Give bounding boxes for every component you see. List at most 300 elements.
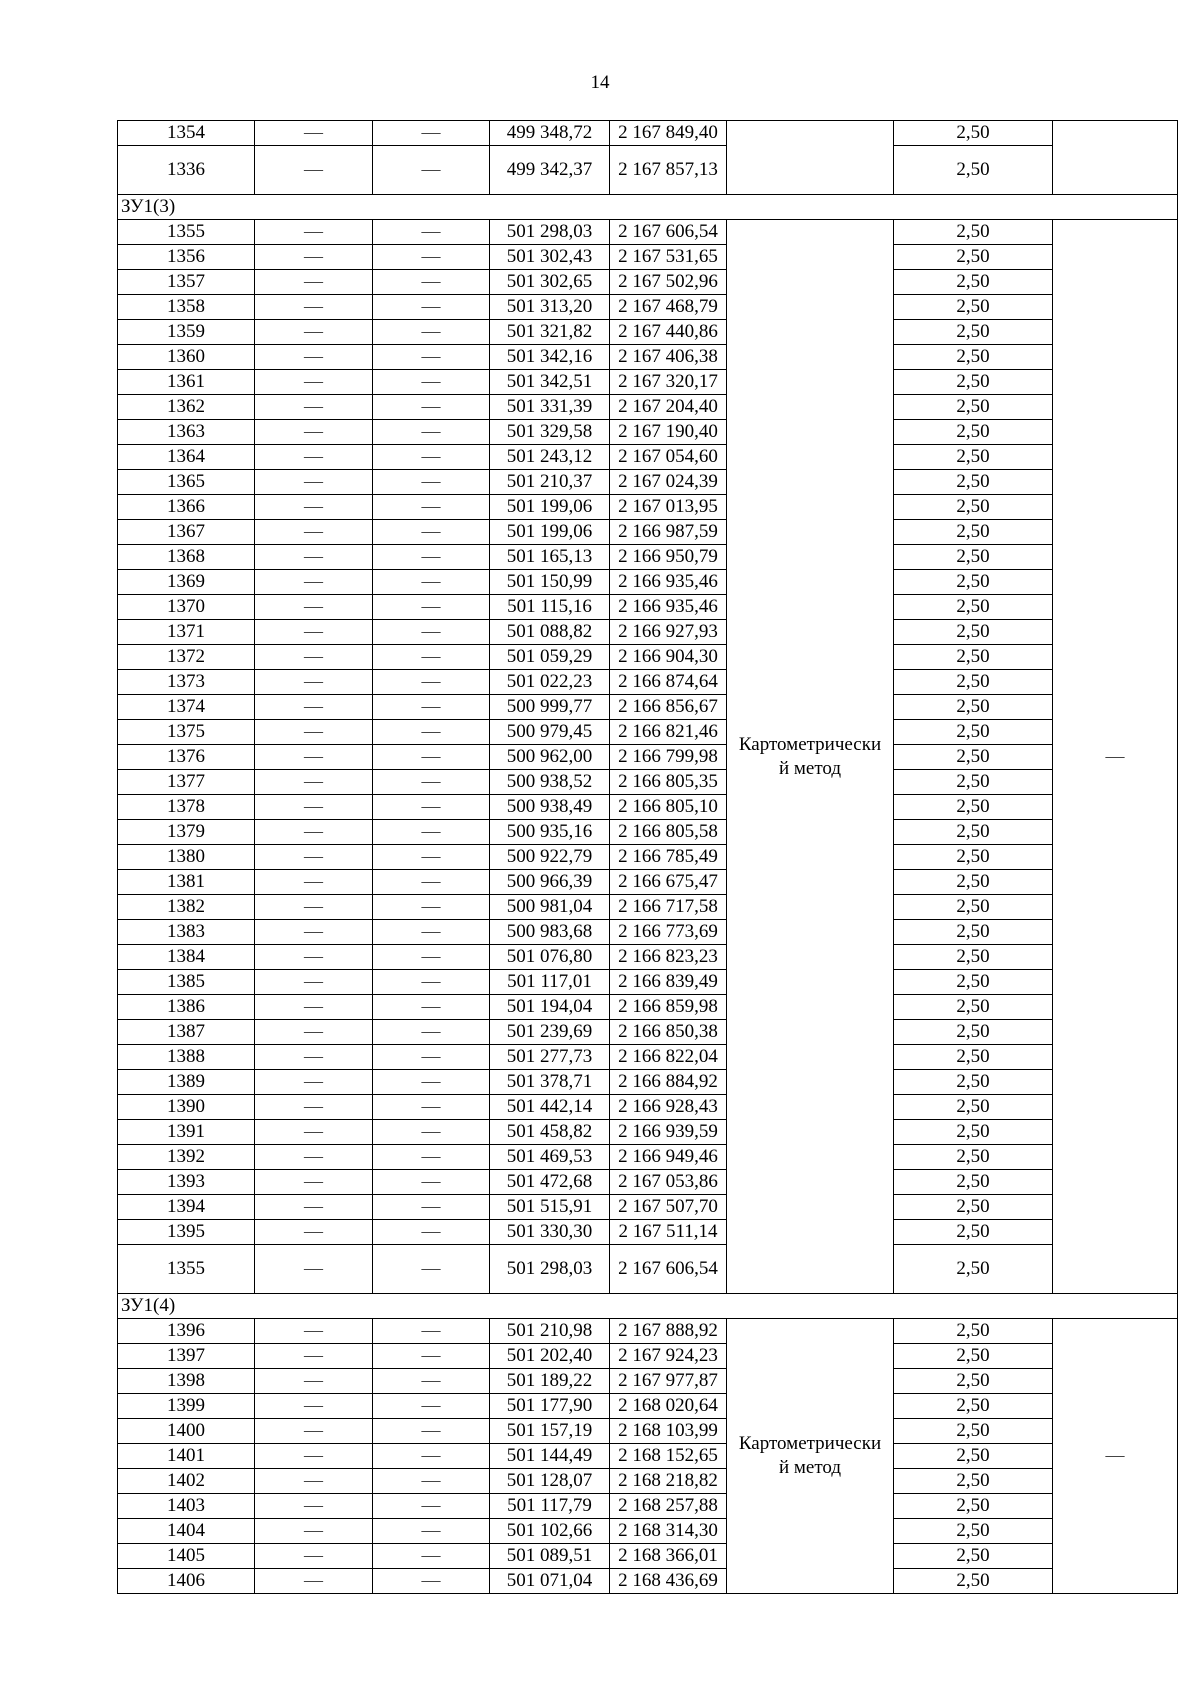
empty-dash-cell: — [373,220,490,245]
empty-dash-cell: — [373,745,490,770]
coordinate-x-cell: 499 342,37 [490,146,610,195]
empty-dash-cell: — [255,395,373,420]
point-number-cell: 1390 [118,1095,255,1120]
table-row [118,420,1178,445]
method-cell [727,1319,894,1594]
empty-dash-cell: — [373,121,490,146]
point-number-cell: 1388 [118,1045,255,1070]
accuracy-cell: 2,50 [894,445,1053,470]
coordinate-x-cell: 501 165,13 [490,545,610,570]
table-row [118,470,1178,495]
point-number-cell: 1400 [118,1419,255,1444]
accuracy-cell: 2,50 [894,795,1053,820]
accuracy-cell: 2,50 [894,1220,1053,1245]
point-number-cell: 1395 [118,1220,255,1245]
empty-dash-cell: — [255,595,373,620]
point-number-cell: 1364 [118,445,255,470]
coordinate-y-cell: 2 166 805,10 [610,795,727,820]
empty-dash-cell: — [255,146,373,195]
coordinate-x-cell: 501 128,07 [490,1469,610,1494]
empty-dash-cell: — [255,320,373,345]
section-header-row [118,195,1178,220]
empty-dash-cell: — [255,1519,373,1544]
empty-dash-cell: — [373,420,490,445]
coordinate-y-cell: 2 166 939,59 [610,1120,727,1145]
empty-dash-cell: — [255,1419,373,1444]
coordinate-x-cell: 501 102,66 [490,1519,610,1544]
empty-dash-cell: — [255,945,373,970]
coordinate-x-cell: 501 157,19 [490,1419,610,1444]
empty-dash-cell: — [255,420,373,445]
coordinate-x-cell: 501 469,53 [490,1145,610,1170]
coordinate-y-cell: 2 166 935,46 [610,595,727,620]
coordinate-x-cell: 501 022,23 [490,670,610,695]
empty-dash-cell: — [255,520,373,545]
table-row [118,345,1178,370]
empty-dash-cell: — [373,1419,490,1444]
table-row [118,320,1178,345]
table-row [118,745,1178,770]
note-cell [1053,121,1178,195]
coordinate-y-cell: 2 167 013,95 [610,495,727,520]
coordinate-y-cell: 2 167 849,40 [610,121,727,146]
coordinate-y-cell: 2 166 799,98 [610,745,727,770]
point-number-cell: 1370 [118,595,255,620]
coordinate-y-cell: 2 168 314,30 [610,1519,727,1544]
accuracy-cell: 2,50 [894,1394,1053,1419]
empty-dash-cell: — [255,1070,373,1095]
empty-dash-cell: — [373,345,490,370]
coordinate-y-cell: 2 167 054,60 [610,445,727,470]
table-row [118,1245,1178,1294]
empty-dash-cell: — [373,845,490,870]
method-text-line: й метод [778,757,842,779]
point-number-cell: 1392 [118,1145,255,1170]
empty-dash-cell: — [255,1319,373,1344]
coordinate-y-cell: 2 166 821,46 [610,720,727,745]
coordinate-x-cell: 501 277,73 [490,1045,610,1070]
empty-dash-cell: — [373,545,490,570]
empty-dash-cell: — [373,920,490,945]
accuracy-cell: 2,50 [894,895,1053,920]
coordinate-x-cell: 500 962,00 [490,745,610,770]
empty-dash-cell: — [373,1444,490,1469]
accuracy-cell: 2,50 [894,1095,1053,1120]
point-number-cell: 1391 [118,1120,255,1145]
table-row [118,920,1178,945]
coordinate-y-cell: 2 167 606,54 [610,1245,727,1294]
table-row [118,1170,1178,1195]
empty-dash-cell: — [373,1519,490,1544]
coordinate-x-cell: 501 117,01 [490,970,610,995]
table-row [118,445,1178,470]
point-number-cell: 1394 [118,1195,255,1220]
coordinate-y-cell: 2 167 502,96 [610,270,727,295]
method-text-line: й метод [778,1457,842,1478]
coordinate-x-cell: 501 458,82 [490,1120,610,1145]
empty-dash-cell: — [373,620,490,645]
coordinate-x-cell: 501 342,16 [490,345,610,370]
empty-dash-cell: — [255,870,373,895]
accuracy-cell: 2,50 [894,720,1053,745]
coordinates-table [117,120,1178,1594]
empty-dash-cell: — [255,1469,373,1494]
coordinate-y-cell: 2 167 024,39 [610,470,727,495]
empty-dash-cell: — [373,695,490,720]
coordinate-y-cell: 2 167 190,40 [610,420,727,445]
empty-dash-cell: — [255,495,373,520]
table-row [118,370,1178,395]
accuracy-cell: 2,50 [894,345,1053,370]
empty-dash-cell: — [255,845,373,870]
empty-dash-cell: — [373,1394,490,1419]
coordinate-x-cell: 501 442,14 [490,1095,610,1120]
point-number-cell: 1360 [118,345,255,370]
empty-dash-cell: — [373,795,490,820]
method-cell [727,220,894,1294]
empty-dash-cell: — [255,1120,373,1145]
coordinate-y-cell: 2 166 850,38 [610,1020,727,1045]
coordinate-x-cell: 501 089,51 [490,1544,610,1569]
coordinate-x-cell: 501 194,04 [490,995,610,1020]
note-dash-cell: — [1053,220,1178,1294]
empty-dash-cell: — [373,1145,490,1170]
coordinate-y-cell: 2 167 053,86 [610,1170,727,1195]
empty-dash-cell: — [373,1494,490,1519]
accuracy-cell: 2,50 [894,295,1053,320]
point-number-cell: 1372 [118,645,255,670]
table-row [118,795,1178,820]
coordinate-x-cell: 501 298,03 [490,220,610,245]
point-number-cell: 1405 [118,1544,255,1569]
empty-dash-cell: — [255,1569,373,1594]
point-number-cell: 1399 [118,1394,255,1419]
point-number-cell: 1362 [118,395,255,420]
coordinate-x-cell: 500 938,52 [490,770,610,795]
accuracy-cell: 2,50 [894,1469,1053,1494]
accuracy-cell: 2,50 [894,470,1053,495]
empty-dash-cell: — [255,121,373,146]
table-row [118,1519,1178,1544]
empty-dash-cell: — [373,520,490,545]
empty-dash-cell: — [255,1394,373,1419]
empty-dash-cell: — [255,220,373,245]
empty-dash-cell: — [373,1344,490,1369]
accuracy-cell: 2,50 [894,995,1053,1020]
empty-dash-cell: — [373,670,490,695]
table-row [118,1195,1178,1220]
coordinate-y-cell: 2 166 805,35 [610,770,727,795]
note-dash-cell: — [1053,1319,1178,1594]
coordinate-x-cell: 501 177,90 [490,1394,610,1419]
empty-dash-cell: — [255,795,373,820]
coordinate-x-cell: 500 966,39 [490,870,610,895]
coordinate-y-cell: 2 167 507,70 [610,1195,727,1220]
table-row [118,720,1178,745]
table-row [118,820,1178,845]
empty-dash-cell: — [373,1469,490,1494]
point-number-cell: 1396 [118,1319,255,1344]
table-row [118,220,1178,245]
empty-dash-cell: — [255,895,373,920]
point-number-cell: 1386 [118,995,255,1020]
empty-dash-cell: — [255,995,373,1020]
coordinate-y-cell: 2 167 406,38 [610,345,727,370]
accuracy-cell: 2,50 [894,1170,1053,1195]
empty-dash-cell: — [373,645,490,670]
table-row [118,1394,1178,1419]
accuracy-cell: 2,50 [894,1569,1053,1594]
accuracy-cell: 2,50 [894,945,1053,970]
point-number-cell: 1389 [118,1070,255,1095]
coordinate-y-cell: 2 166 822,04 [610,1045,727,1070]
accuracy-cell: 2,50 [894,1419,1053,1444]
coordinate-y-cell: 2 167 977,87 [610,1369,727,1394]
empty-dash-cell: — [373,970,490,995]
point-number-cell: 1359 [118,320,255,345]
table-row [118,1569,1178,1594]
accuracy-cell: 2,50 [894,1369,1053,1394]
empty-dash-cell: — [373,595,490,620]
table-row [118,970,1178,995]
coordinate-x-cell: 501 298,03 [490,1245,610,1294]
coordinate-y-cell: 2 167 320,17 [610,370,727,395]
coordinate-y-cell: 2 166 859,98 [610,995,727,1020]
coordinate-y-cell: 2 167 888,92 [610,1319,727,1344]
empty-dash-cell: — [255,920,373,945]
accuracy-cell: 2,50 [894,495,1053,520]
coordinate-y-cell: 2 166 823,23 [610,945,727,970]
table-row [118,146,1178,195]
accuracy-cell: 2,50 [894,645,1053,670]
coordinate-x-cell: 501 302,65 [490,270,610,295]
empty-dash-cell: — [373,1369,490,1394]
empty-dash-cell: — [255,1544,373,1569]
accuracy-cell: 2,50 [894,520,1053,545]
empty-dash-cell: — [373,1245,490,1294]
accuracy-cell: 2,50 [894,920,1053,945]
accuracy-cell: 2,50 [894,370,1053,395]
accuracy-cell: 2,50 [894,670,1053,695]
coordinate-x-cell: 501 378,71 [490,1070,610,1095]
coordinate-y-cell: 2 166 950,79 [610,545,727,570]
accuracy-cell: 2,50 [894,1245,1053,1294]
coordinate-x-cell: 501 071,04 [490,1569,610,1594]
table-row [118,1344,1178,1369]
empty-dash-cell: — [373,445,490,470]
coordinate-y-cell: 2 166 785,49 [610,845,727,870]
empty-dash-cell: — [373,995,490,1020]
coordinate-x-cell: 501 088,82 [490,620,610,645]
empty-dash-cell: — [255,1195,373,1220]
table-row [118,1494,1178,1519]
point-number-cell: 1401 [118,1444,255,1469]
coordinate-y-cell: 2 167 440,86 [610,320,727,345]
empty-dash-cell: — [373,870,490,895]
accuracy-cell: 2,50 [894,770,1053,795]
table-row [118,1419,1178,1444]
empty-dash-cell: — [373,895,490,920]
table-row [118,995,1178,1020]
empty-dash-cell: — [255,295,373,320]
coordinate-y-cell: 2 168 020,64 [610,1394,727,1419]
empty-dash-cell: — [255,1020,373,1045]
section-header-row [118,1294,1178,1319]
empty-dash-cell: — [373,370,490,395]
accuracy-cell: 2,50 [894,1319,1053,1344]
empty-dash-cell: — [255,1170,373,1195]
point-number-cell: 1403 [118,1494,255,1519]
point-number-cell: 1361 [118,370,255,395]
point-number-cell: 1404 [118,1519,255,1544]
accuracy-cell: 2,50 [894,1444,1053,1469]
empty-dash-cell: — [255,1145,373,1170]
coordinate-x-cell: 501 329,58 [490,420,610,445]
accuracy-cell: 2,50 [894,146,1053,195]
empty-dash-cell: — [373,1544,490,1569]
coordinate-y-cell: 2 166 675,47 [610,870,727,895]
table-row [118,645,1178,670]
empty-dash-cell: — [255,245,373,270]
empty-dash-cell: — [373,1220,490,1245]
empty-dash-cell: — [373,495,490,520]
coordinate-y-cell: 2 168 103,99 [610,1419,727,1444]
empty-dash-cell: — [373,1120,490,1145]
coordinate-x-cell: 501 515,91 [490,1195,610,1220]
empty-dash-cell: — [255,1220,373,1245]
point-number-cell: 1357 [118,270,255,295]
empty-dash-cell: — [373,1195,490,1220]
coordinate-x-cell: 501 302,43 [490,245,610,270]
empty-dash-cell: — [255,1245,373,1294]
table-row [118,1444,1178,1469]
accuracy-cell: 2,50 [894,270,1053,295]
table-row [118,121,1178,146]
coordinate-x-cell: 500 999,77 [490,695,610,720]
accuracy-cell: 2,50 [894,570,1053,595]
point-number-cell: 1367 [118,520,255,545]
section-title: ЗУ1(3) [118,195,1178,220]
table-row [118,1020,1178,1045]
point-number-cell: 1382 [118,895,255,920]
coordinate-x-cell: 500 935,16 [490,820,610,845]
coordinate-y-cell: 2 167 531,65 [610,245,727,270]
method-text-line: Картометрически [738,733,882,755]
coordinate-x-cell: 501 150,99 [490,570,610,595]
table-row [118,1469,1178,1494]
coordinate-x-cell: 501 210,98 [490,1319,610,1344]
empty-dash-cell: — [373,245,490,270]
coordinate-y-cell: 2 166 904,30 [610,645,727,670]
point-number-cell: 1406 [118,1569,255,1594]
coordinate-y-cell: 2 166 949,46 [610,1145,727,1170]
empty-dash-cell: — [255,820,373,845]
point-number-cell: 1402 [118,1469,255,1494]
accuracy-cell: 2,50 [894,220,1053,245]
empty-dash-cell: — [255,370,373,395]
coordinate-x-cell: 499 348,72 [490,121,610,146]
point-number-cell: 1368 [118,545,255,570]
empty-dash-cell: — [255,270,373,295]
table-row [118,395,1178,420]
accuracy-cell: 2,50 [894,1045,1053,1070]
empty-dash-cell: — [255,1095,373,1120]
point-number-cell: 1378 [118,795,255,820]
point-number-cell: 1354 [118,121,255,146]
point-number-cell: 1356 [118,245,255,270]
method-text-line: Картометрически [738,1433,882,1454]
table-row [118,1220,1178,1245]
empty-dash-cell: — [373,1319,490,1344]
coordinate-y-cell: 2 168 152,65 [610,1444,727,1469]
empty-dash-cell: — [373,820,490,845]
table-row [118,520,1178,545]
accuracy-cell: 2,50 [894,845,1053,870]
coordinate-y-cell: 2 168 366,01 [610,1544,727,1569]
table-row [118,270,1178,295]
coordinate-x-cell: 501 144,49 [490,1444,610,1469]
table-row [118,595,1178,620]
empty-dash-cell: — [373,470,490,495]
accuracy-cell: 2,50 [894,820,1053,845]
accuracy-cell: 2,50 [894,1020,1053,1045]
coordinate-y-cell: 2 166 987,59 [610,520,727,545]
empty-dash-cell: — [373,1095,490,1120]
table-row [118,545,1178,570]
coordinate-y-cell: 2 166 856,67 [610,695,727,720]
table-row [118,695,1178,720]
coordinate-x-cell: 500 983,68 [490,920,610,945]
coordinate-y-cell: 2 167 468,79 [610,295,727,320]
table-row [118,1070,1178,1095]
coordinate-x-cell: 501 342,51 [490,370,610,395]
coordinate-x-cell: 501 202,40 [490,1344,610,1369]
coordinate-x-cell: 501 059,29 [490,645,610,670]
coordinate-x-cell: 500 979,45 [490,720,610,745]
table-row [118,870,1178,895]
accuracy-cell: 2,50 [894,545,1053,570]
coordinate-y-cell: 2 166 805,58 [610,820,727,845]
point-number-cell: 1371 [118,620,255,645]
point-number-cell: 1336 [118,146,255,195]
accuracy-cell: 2,50 [894,745,1053,770]
section-title: ЗУ1(4) [118,1294,1178,1319]
point-number-cell: 1373 [118,670,255,695]
coordinate-x-cell: 500 981,04 [490,895,610,920]
empty-dash-cell: — [255,970,373,995]
empty-dash-cell: — [373,770,490,795]
point-number-cell: 1366 [118,495,255,520]
coordinate-y-cell: 2 167 924,23 [610,1344,727,1369]
accuracy-cell: 2,50 [894,420,1053,445]
coordinate-y-cell: 2 167 204,40 [610,395,727,420]
accuracy-cell: 2,50 [894,395,1053,420]
empty-dash-cell: — [255,770,373,795]
accuracy-cell: 2,50 [894,121,1053,146]
table-row [118,845,1178,870]
coordinate-y-cell: 2 168 218,82 [610,1469,727,1494]
point-number-cell: 1369 [118,570,255,595]
coordinate-y-cell: 2 168 436,69 [610,1569,727,1594]
coordinate-x-cell: 501 321,82 [490,320,610,345]
point-number-cell: 1384 [118,945,255,970]
accuracy-cell: 2,50 [894,1195,1053,1220]
empty-dash-cell: — [255,1344,373,1369]
coordinate-y-cell: 2 166 839,49 [610,970,727,995]
table-row [118,1319,1178,1344]
table-row [118,1145,1178,1170]
point-number-cell: 1387 [118,1020,255,1045]
